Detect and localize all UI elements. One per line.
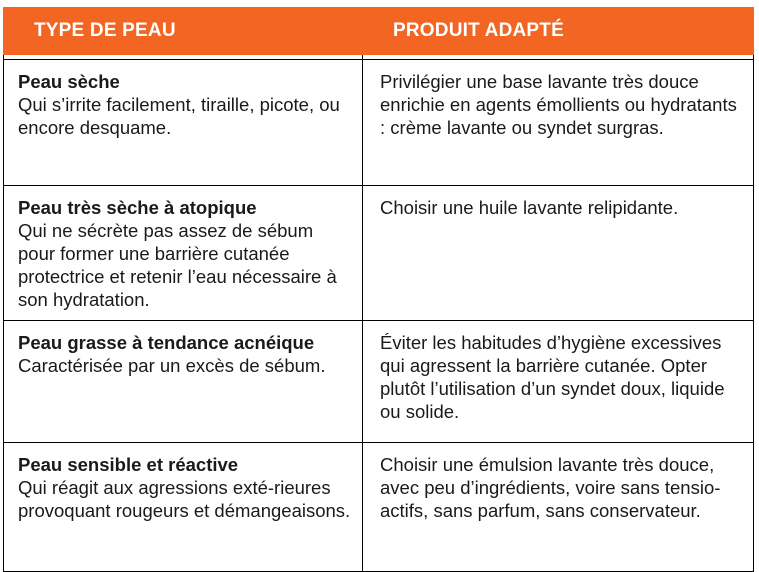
skin-type-cell — [4, 321, 363, 443]
skin-type-cell — [4, 443, 363, 572]
table-row — [4, 60, 754, 186]
skin-type-label: Peau grasse à tendance acnéique — [18, 332, 315, 353]
skin-type-description: Qui ne sécrète pas assez de sébum pour former une barrière cutanée protectrice et retenir l’eau nécessaire à son hydratation. — [18, 220, 337, 310]
skin-type-cell — [4, 60, 363, 186]
skin-type-description: Qui réagit aux agressions exté-rieures provoquant rougeurs et démangeaisons. — [18, 477, 351, 521]
product-cell: Choisir une huile lavante relipidante. — [363, 186, 754, 321]
table-row — [4, 443, 754, 572]
skin-type-label: Peau très sèche à atopique — [18, 197, 257, 218]
table-header — [4, 8, 754, 55]
header-row — [4, 8, 754, 55]
product-cell: Éviter les habitudes d’hygiène excessives qui agressent la barrière cutanée. Opter plutôt l’utilisation d’un syndet doux, liquide ou solide. — [363, 321, 754, 443]
skin-type-table — [3, 7, 754, 572]
skin-type-label: Peau sèche — [18, 71, 120, 92]
skin-type-cell — [4, 186, 363, 321]
product-cell: Privilégier une base lavante très douce enrichie en agents émollients ou hydratants : crème lavante ou syndet surgras. — [363, 60, 754, 186]
product-cell: Choisir une émulsion lavante très douce, avec peu d’ingrédients, voire sans tensio-actifs, sans parfum, sans conservateur. — [363, 443, 754, 572]
skin-type-description: Caractérisée par un excès de sébum. — [18, 355, 326, 376]
skin-type-description: Qui s’irrite facilement, tiraille, picote, ou encore desquame. — [18, 94, 340, 138]
table-body — [4, 55, 754, 572]
table-row — [4, 321, 754, 443]
skin-type-label: Peau sensible et réactive — [18, 454, 239, 475]
header-suitable-product: PRODUIT ADAPTÉ — [363, 8, 754, 55]
table-row — [4, 186, 754, 321]
header-skin-type: TYPE DE PEAU — [4, 8, 363, 55]
